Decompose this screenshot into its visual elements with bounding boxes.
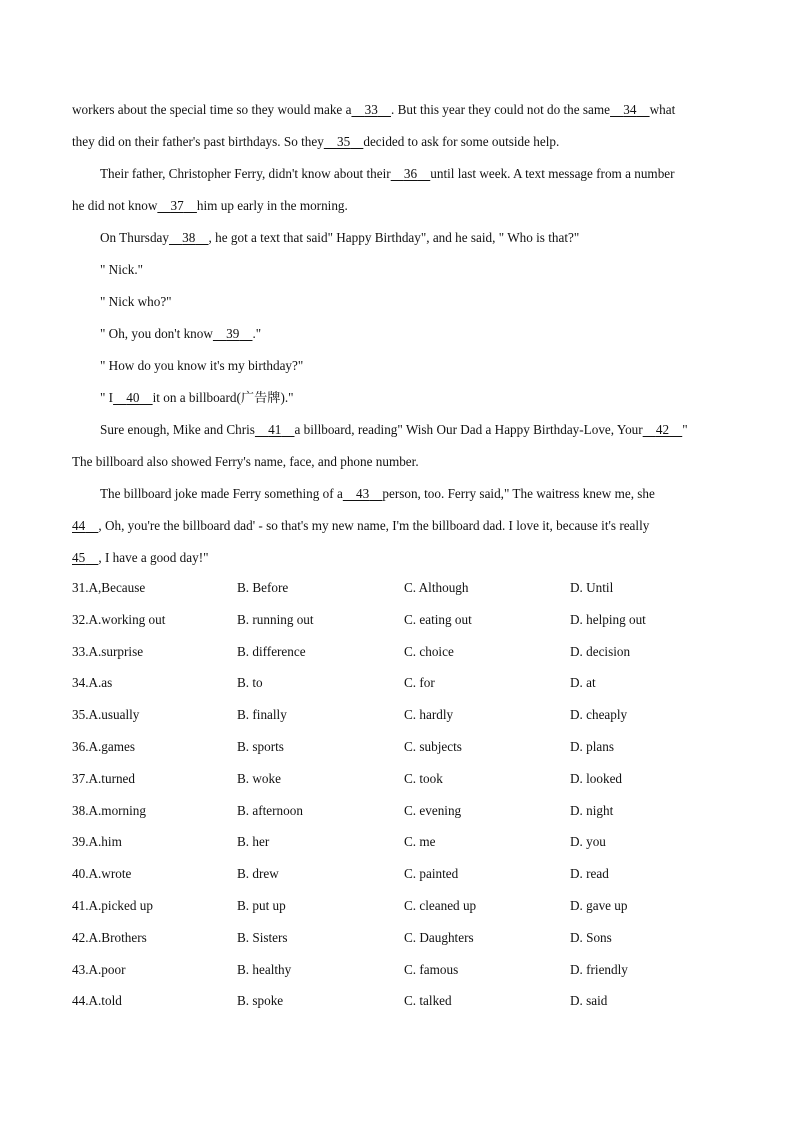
option-c: C. for xyxy=(404,675,435,691)
option-d: D. Sons xyxy=(570,929,612,945)
question-37 xyxy=(72,766,722,798)
option-c: C. cleaned up xyxy=(404,897,477,913)
blank-41: 41 xyxy=(268,422,282,437)
option-d: D. plans xyxy=(570,738,614,754)
passage-line: they did on their father's past birthdays. So they 35 decided to ask for some outside help. xyxy=(72,129,722,161)
question-40 xyxy=(72,861,722,893)
option-a: 43.A.poor xyxy=(72,961,126,977)
blank-34: 34 xyxy=(623,102,637,117)
option-d: D. cheaply xyxy=(570,707,628,723)
option-b: B. Sisters xyxy=(237,929,288,945)
option-a: 39.A.him xyxy=(72,834,122,850)
question-33 xyxy=(72,639,722,671)
question-32 xyxy=(72,607,722,639)
passage-line: The billboard joke made Ferry something of a 43 person, too. Ferry said," The waitress knew me, she xyxy=(72,481,722,513)
blank-37: 37 xyxy=(170,198,184,213)
option-d: D. read xyxy=(570,866,609,882)
passage-line: " I 40 it on a billboard(广告牌)." xyxy=(72,385,722,417)
option-c: C. Daughters xyxy=(404,929,474,945)
question-38 xyxy=(72,798,722,830)
passage-line: Sure enough, Mike and Chris 41 a billboard, reading" Wish Our Dad a Happy Birthday-Love, Your 42 " xyxy=(72,417,722,449)
blank-42: 42 xyxy=(655,422,670,437)
option-a: 34.A.as xyxy=(72,675,113,691)
option-b: B. running out xyxy=(237,611,314,627)
option-c: C. subjects xyxy=(404,738,462,754)
option-b: B. afternoon xyxy=(237,802,303,818)
blank-38: 38 xyxy=(182,230,196,245)
blank-44: 44 xyxy=(72,518,86,533)
option-c: C. choice xyxy=(404,643,454,659)
passage-line: " How do you know it's my birthday?" xyxy=(100,358,304,373)
option-b: B. her xyxy=(237,834,270,850)
question-43 xyxy=(72,957,722,989)
question-41 xyxy=(72,893,722,925)
question-34 xyxy=(72,670,722,702)
option-d: D. Until xyxy=(570,580,614,595)
option-b: B. finally xyxy=(237,707,287,723)
blank-36: 36 xyxy=(403,166,418,181)
option-d: D. friendly xyxy=(570,961,628,977)
passage-line: " Nick who?" xyxy=(100,294,172,309)
passage-line: 44 , Oh, you're the billboard dad' - so that's my new name, I'm the billboard dad. I love it, because it's really xyxy=(72,513,722,545)
option-c: C. took xyxy=(404,770,443,786)
passage-line: Their father, Christopher Ferry, didn't know about their 36 until last week. A text message from a number xyxy=(72,161,722,193)
question-31 xyxy=(72,575,722,607)
question-36 xyxy=(72,734,722,766)
question-42 xyxy=(72,925,722,957)
option-d: D. at xyxy=(570,675,596,691)
option-c: C. eating out xyxy=(404,611,472,627)
option-a: 31.A,Because xyxy=(72,580,146,595)
option-b: B. put up xyxy=(237,897,286,913)
passage-line: " Nick." xyxy=(100,262,143,277)
answer-options xyxy=(72,575,722,1020)
option-b: B. healthy xyxy=(237,961,292,977)
option-c: C. evening xyxy=(404,802,462,818)
blank-35: 35 xyxy=(336,134,351,149)
passage-line: workers about the special time so they would make a 33 . But this year they could not do the same 34 what xyxy=(72,97,722,129)
option-a: 32.A.working out xyxy=(72,611,166,627)
passage-line: he did not know 37 him up early in the morning. xyxy=(72,193,722,225)
blank-45: 45 xyxy=(72,550,86,565)
option-d: D. you xyxy=(570,834,606,850)
option-d: D. looked xyxy=(570,770,623,786)
option-b: B. spoke xyxy=(237,993,284,1009)
option-c: C. painted xyxy=(404,866,459,882)
option-c: C. Although xyxy=(404,580,469,595)
option-d: D. said xyxy=(570,993,608,1009)
option-b: B. sports xyxy=(237,738,284,754)
option-b: B. drew xyxy=(237,866,279,882)
question-39 xyxy=(72,829,722,861)
question-44 xyxy=(72,988,722,1020)
option-c: C. talked xyxy=(404,993,452,1009)
option-d: D. helping out xyxy=(570,611,646,627)
passage-line: The billboard also showed Ferry's name, face, and phone number. xyxy=(72,454,419,469)
option-c: C. famous xyxy=(404,961,459,977)
blank-39: 39 xyxy=(226,326,240,341)
option-a: 40.A.wrote xyxy=(72,866,132,882)
option-a: 33.A.surprise xyxy=(72,643,144,659)
option-b: B. Before xyxy=(237,580,289,595)
option-a: 35.A.usually xyxy=(72,707,140,723)
question-35 xyxy=(72,702,722,734)
option-a: 38.A.morning xyxy=(72,802,146,818)
option-c: C. me xyxy=(404,834,436,850)
option-d: D. decision xyxy=(570,643,631,659)
blank-40: 40 xyxy=(126,390,140,405)
option-c: C. hardly xyxy=(404,707,454,723)
option-d: D. night xyxy=(570,802,614,818)
option-b: B. difference xyxy=(237,643,306,659)
blank-43: 43 xyxy=(356,486,370,501)
option-b: B. woke xyxy=(237,770,281,786)
passage-line: 45 , I have a good day!" xyxy=(72,545,722,577)
option-a: 36.A.games xyxy=(72,738,135,754)
option-a: 44.A.told xyxy=(72,993,122,1009)
option-a: 37.A.turned xyxy=(72,770,135,786)
option-b: B. to xyxy=(237,675,263,691)
option-a: 41.A.picked up xyxy=(72,897,153,913)
passage-line: " Oh, you don't know 39 ." xyxy=(72,321,722,353)
passage-line: On Thursday 38 , he got a text that said" Happy Birthday", and he said, " Who is that?" xyxy=(72,225,722,257)
passage xyxy=(72,97,722,577)
option-d: D. gave up xyxy=(570,897,628,913)
blank-33: 33 xyxy=(364,102,378,117)
option-a: 42.A.Brothers xyxy=(72,929,147,945)
